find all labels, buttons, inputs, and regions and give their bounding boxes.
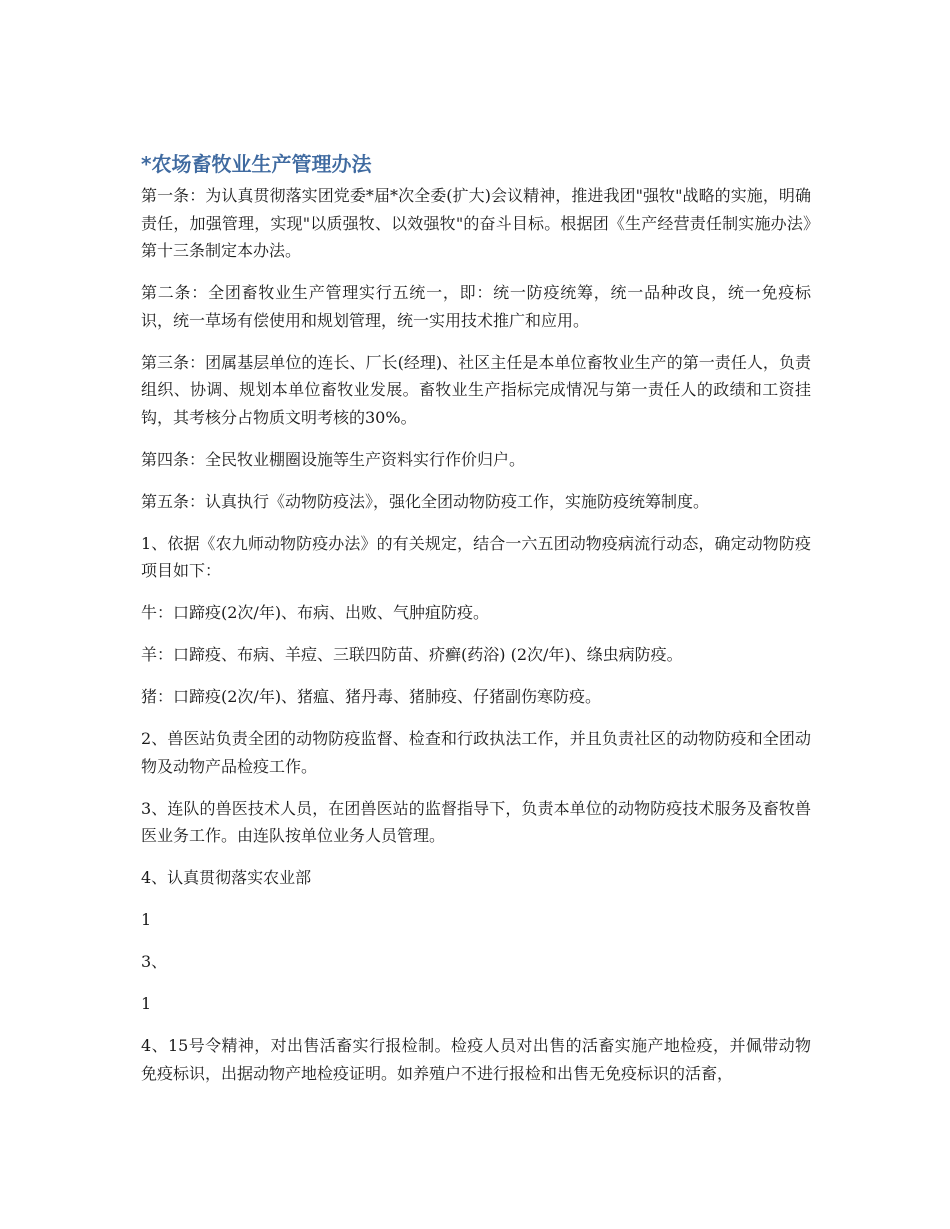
- fragment-1a: 1: [141, 910, 152, 929]
- item-cattle: 牛：口蹄疫(2次/年)、布病、出败、气肿疽防疫。: [141, 603, 490, 622]
- article-3: 第三条：团属基层单位的连长、厂长(经理)、社区主任是本单位畜牧业生产的第一责任人，负责组织、协调、规划本单位畜牧业发展。畜牧业生产指标完成情况与第一责任人的政绩和工资挂钩，其考核分占物质文明考核的30%。: [141, 352, 811, 427]
- item-sheep: 羊：口蹄疫、布病、羊痘、三联四防苗、疥癣(药浴) (2次/年)、绦虫病防疫。: [141, 645, 683, 664]
- item-4-ministry: 4、认真贯彻落实农业部: [141, 868, 312, 887]
- fragment-1b: 1: [141, 994, 152, 1013]
- item-3-company-vets: 3、连队的兽医技术人员，在团兽医站的监督指导下，负责本单位的动物防疫技术服务及畜牧兽医业务工作。由连队按单位业务人员管理。: [141, 798, 811, 845]
- article-2: 第二条：全团畜牧业生产管理实行五统一，即：统一防疫统筹，统一品种改良，统一免疫标识，统一草场有偿使用和规划管理，统一实用技术推广和应用。: [141, 283, 811, 330]
- item-1-epidemic-basis: 1、依据《农九师动物防疫办法》的有关规定，结合一六五团动物疫病流行动态，确定动物防疫项目如下：: [141, 533, 811, 580]
- document-title: *农场畜牧业生产管理办法: [141, 152, 372, 176]
- article-4: 第四条：全民牧业棚圈设施等生产资料实行作价归户。: [141, 449, 526, 469]
- document-body: [141, 150, 811, 1102]
- item-pig: 猪：口蹄疫(2次/年)、猪瘟、猪丹毒、猪肺疫、仔猪副伤寒防疫。: [141, 687, 602, 706]
- item-2-vet-station: 2、兽医站负责全团的动物防疫监督、检查和行政执法工作，并且负责社区的动物防疫和全团动物及动物产品检疫工作。: [141, 729, 811, 776]
- article-1: 第一条：为认真贯彻落实团党委*届*次全委(扩大)会议精神，推进我团"强牧"战略的实施，明确责任，加强管理，实现"以质强牧、以效强牧"的奋斗目标。根据团《生产经营责任制实施办法》第十三条制定本办法。: [141, 186, 811, 260]
- fragment-3: 3、: [141, 952, 168, 971]
- item-4-order-15: 4、15号令精神，对出售活畜实行报检制。检疫人员对出售的活畜实施产地检疫，并佩带动物免疫标识，出据动物产地检疫证明。如养殖户不进行报检和出售无免疫标识的活畜，: [141, 1036, 811, 1083]
- article-5: 第五条：认真执行《动物防疫法》，强化全团动物防疫工作，实施防疫统筹制度。: [141, 491, 710, 511]
